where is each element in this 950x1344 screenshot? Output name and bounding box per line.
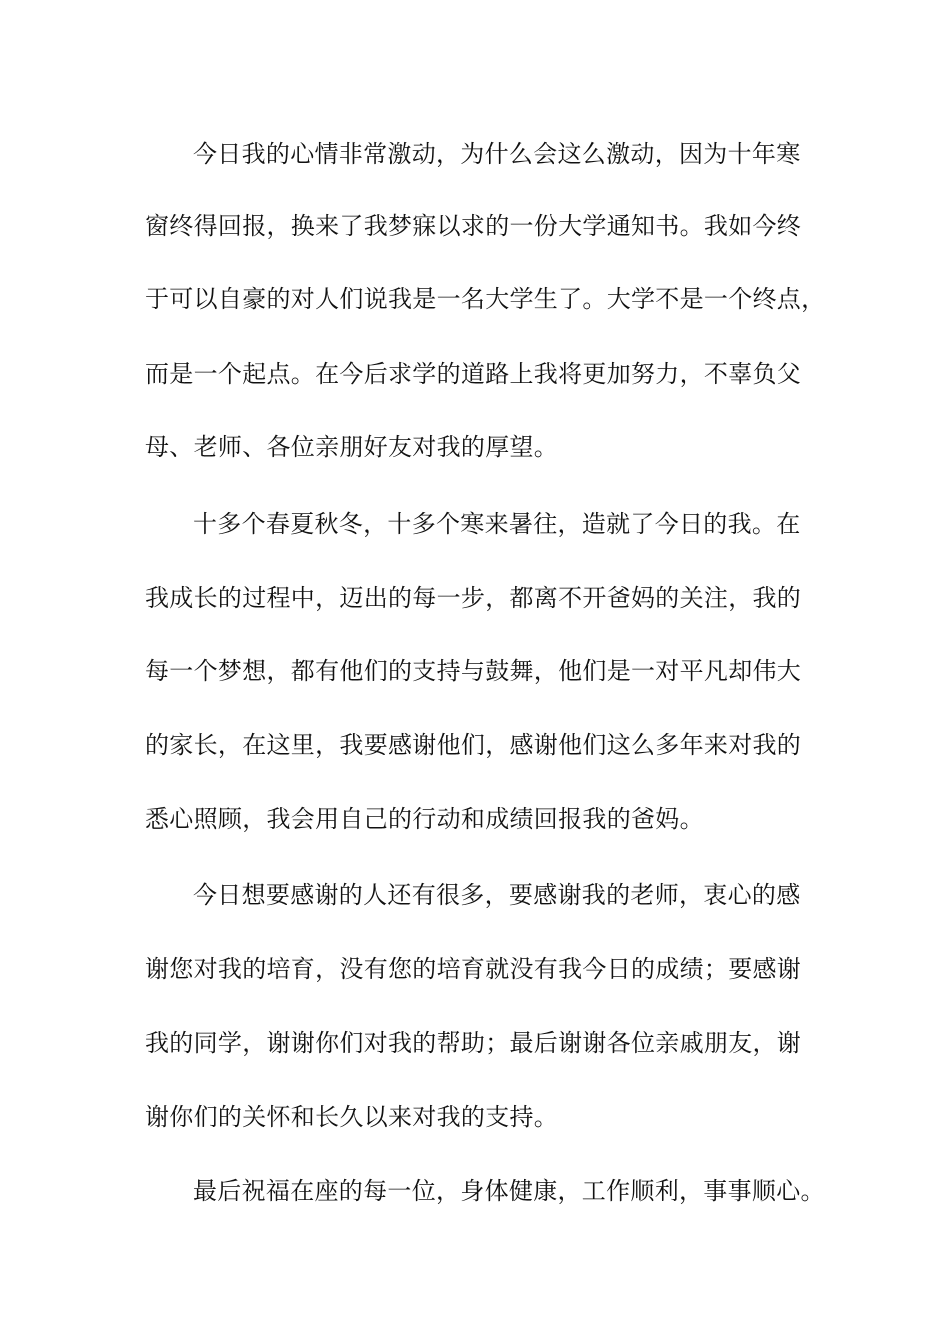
paragraph-1-line-1: 今日我的心情非常激动，为什么会这么激动，因为十年寒 xyxy=(193,140,801,168)
paragraph-1-line-3: 于可以自豪的对人们说我是一名大学生了。大学不是一个终点， xyxy=(145,285,826,313)
paragraph-3-line-4: 谢你们的关怀和长久以来对我的支持。 xyxy=(145,1103,559,1131)
paragraph-3-line-3: 我的同学，谢谢你们对我的帮助；最后谢谢各位亲戚朋友，谢 xyxy=(145,1029,802,1057)
paragraph-3-line-1: 今日想要感谢的人还有很多，要感谢我的老师，衷心的感 xyxy=(193,881,801,909)
paragraph-2-line-1: 十多个春夏秋冬，十多个寒来暑往，造就了今日的我。在 xyxy=(193,510,801,538)
paragraph-3-line-2: 谢您对我的培育，没有您的培育就没有我今日的成绩；要感谢 xyxy=(145,955,802,983)
paragraph-2-line-4: 的家长，在这里，我要感谢他们，感谢他们这么多年来对我的 xyxy=(145,731,802,759)
paragraph-1-line-2: 窗终得回报，换来了我梦寐以求的一份大学通知书。我如今终 xyxy=(145,212,802,240)
paragraph-2-line-2: 我成长的过程中，迈出的每一步，都离不开爸妈的关注，我的 xyxy=(145,584,802,612)
paragraph-4-line-1: 最后祝福在座的每一位，身体健康，工作顺利，事事顺心。 xyxy=(193,1177,825,1205)
paragraph-1-line-4: 而是一个起点。在今后求学的道路上我将更加努力，不辜负父 xyxy=(145,360,802,388)
paragraph-2-line-5: 悉心照顾，我会用自己的行动和成绩回报我的爸妈。 xyxy=(145,805,704,833)
paragraph-2-line-3: 每一个梦想，都有他们的支持与鼓舞，他们是一对平凡却伟大 xyxy=(145,657,802,685)
paragraph-1-line-5: 母、老师、各位亲朋好友对我的厚望。 xyxy=(145,433,559,461)
